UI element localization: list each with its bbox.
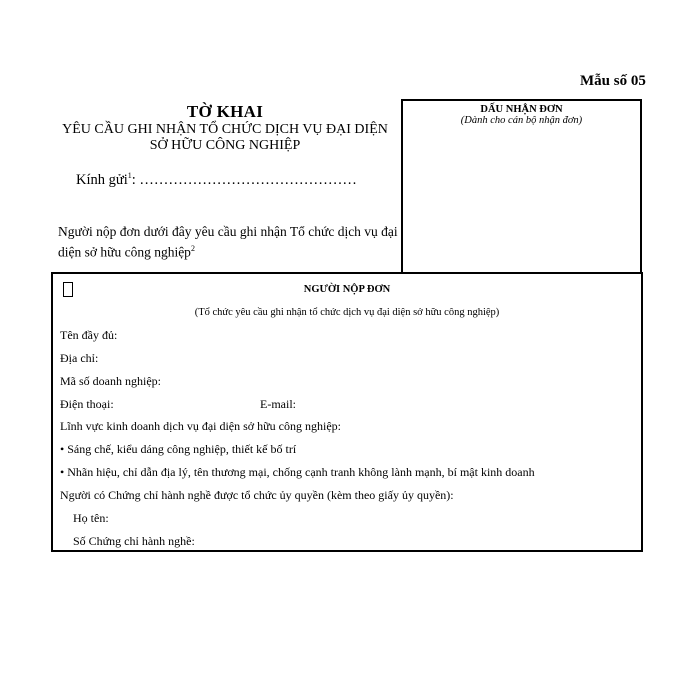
address-field[interactable]: Địa chỉ: — [60, 351, 99, 365]
footnote-1: 1 — [127, 171, 132, 180]
business-option-patent-label: Sáng chế, kiểu dáng công nghiệp, thiết kế bố trí — [67, 442, 297, 456]
applicant-note: (Tổ chức yêu cầu ghi nhận tổ chức dịch vụ đại diện sở hữu công nghiệp) — [194, 307, 500, 318]
form-subtitle-line2: SỞ HỮU CÔNG NGHIỆP — [149, 138, 301, 153]
business-option-trademark[interactable] — [60, 465, 535, 480]
applicant-title: NGƯỜI NỘP ĐƠN — [303, 284, 391, 295]
stamp-box-title: DẤU NHẬN ĐƠN — [480, 104, 563, 115]
form-title: TỜ KHAI — [186, 102, 264, 121]
business-option-patent[interactable] — [60, 442, 296, 457]
title-block — [55, 102, 395, 154]
intro-text: Người nộp đơn dưới đây yêu cầu ghi nhận Tổ chức dịch vụ đại diện sở hữu công nghiệp — [58, 224, 398, 260]
certified-person-label: Người có Chứng chỉ hành nghề được tổ chức ủy quyền (kèm theo giấy ủy quyền): — [60, 488, 454, 502]
phone-field[interactable]: Điện thoại: — [60, 397, 114, 411]
full-name-field[interactable]: Tên đầy đủ: — [60, 328, 118, 342]
applicant-section — [51, 272, 643, 552]
business-option-trademark-label: Nhãn hiệu, chỉ dẫn địa lý, tên thương mại, chống cạnh tranh không lành mạnh, bí mật kinh doanh — [67, 465, 535, 479]
person-name-field[interactable]: Họ tên: — [73, 511, 109, 525]
bullet-icon: • — [60, 465, 65, 479]
form-subtitle-line1: YÊU CẦU GHI NHẬN TỔ CHỨC DỊCH VỤ ĐẠI DIỆN — [62, 122, 388, 137]
business-code-field[interactable]: Mã số doanh nghiệp: — [60, 374, 161, 388]
intro-paragraph — [58, 223, 403, 261]
business-field-label: Lĩnh vực kinh doanh dịch vụ đại diện sở hữu công nghiệp: — [60, 419, 341, 433]
stamp-box — [401, 99, 642, 274]
email-field[interactable]: E-mail: — [260, 397, 296, 411]
recipient-line — [76, 171, 357, 189]
footnote-2: 2 — [190, 244, 195, 253]
form-code: Mẫu số 05 — [580, 73, 646, 89]
certificate-number-field[interactable]: Số Chứng chỉ hành nghề: — [73, 534, 195, 548]
recipient-blank[interactable]: : ……………………………………… — [131, 171, 357, 188]
recipient-label: Kính gửi — [76, 171, 128, 188]
stamp-box-note: (Dành cho cán bộ nhận đơn) — [460, 115, 583, 126]
bullet-icon: • — [60, 442, 65, 456]
